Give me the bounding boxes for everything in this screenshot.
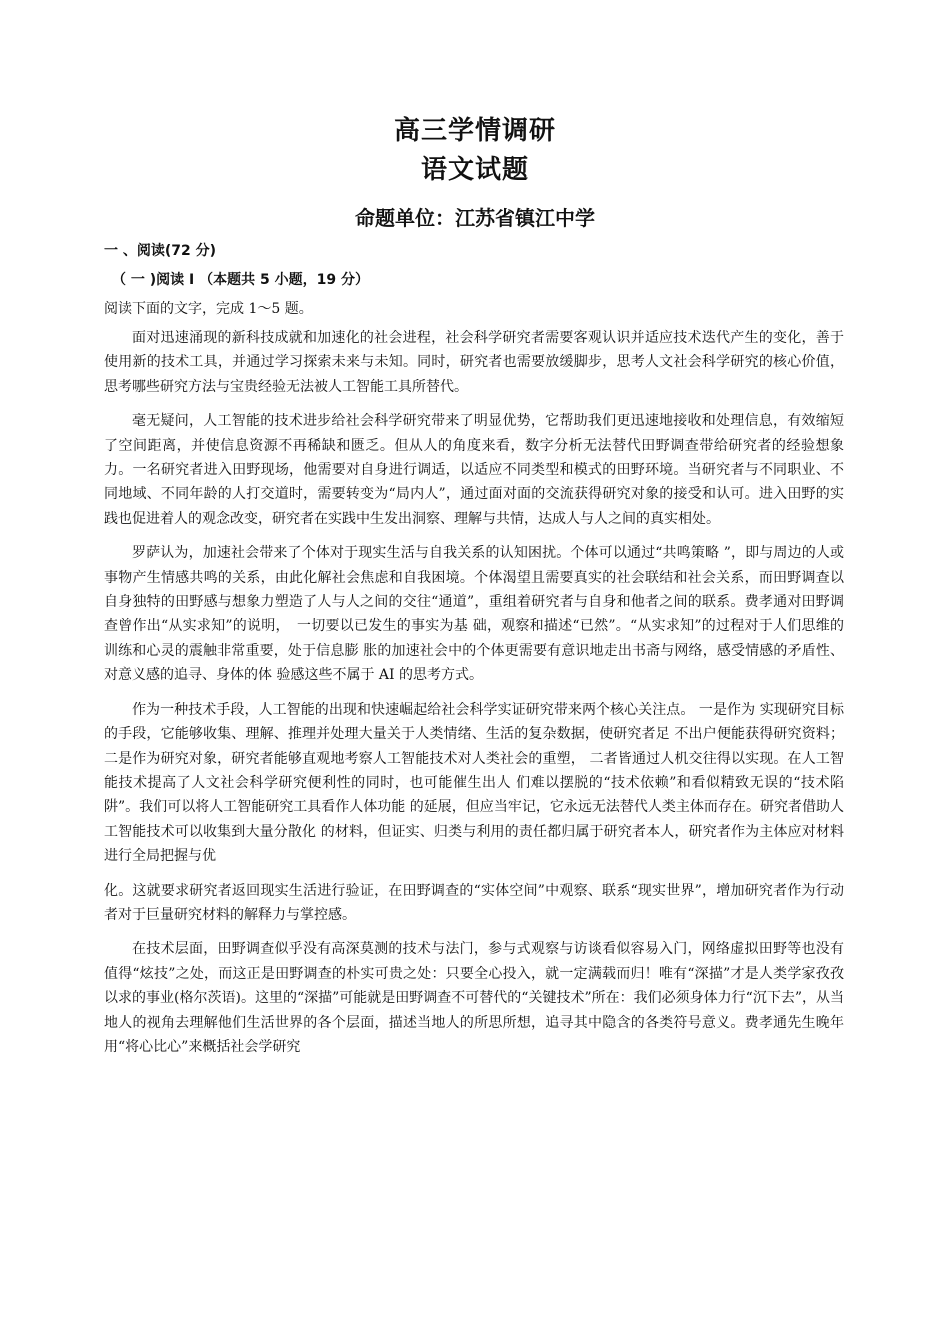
passage-paragraph: 罗萨认为，加速社会带来了个体对于现实生活与自我关系的认知困扰。个体可以通过“共鸣策略 ”，即与周边的人或事物产生情感共鸣的关系，由此化解社会焦虑和自我困境。个体渴望且需要真实的社会联结和社会关系，而田野调查以自身独特的田野感与想象力塑造了人与人之间的交往“通道”，重组着研究者与自身和他者之间的联系。费孝通对田野调查曾作出“从实求知”的说明， 一切要以已发生的事实为基 础，观察和描述“已然”。“从实求知”的过程对于人们思维的训练和心灵的震触非常重要，处于信息膨 胀的加速社会中的个体更需要有意识地走出书斋与网络，感受情感的矛盾性、对意义感的追寻、身体的体 验感这些不属于 AI 的思考方式。 <box>104 545 844 684</box>
organizer-line: 命题单位：江苏省镇江中学 <box>355 206 595 230</box>
passage-paragraph: 面对迅速涌现的新科技成就和加速化的社会进程，社会科学研究者需要客观认识并适应技术迭代产生的变化，善于使用新的技术工具，并通过学习探索未来与未知。同时，研究者也需要放缓脚步，思考人文社会科学研究的核心价值，思考哪些研究方法与宝贵经验无法被人工智能工具所替代。 <box>104 330 844 395</box>
passage-paragraph: 作为一种技术手段，人工智能的出现和快速崛起给社会科学实证研究带来两个核心关注点。 一是作为 实现研究目标的手段，它能够收集、理解、推理并处理大量关于人类情绪、生活的复杂数据，使研究者足 不出户便能获得研究资料；二是作为研究对象，研究者能够直观地考察人工智能技术对人类社会的重塑， 二者皆通过人机交往得以实现。在人工智能技术提高了人文社会科学研究便利性的同时，也可能催生出人 们难以摆脱的“技术依赖”和看似精致无误的“技术陷阱”。我们可以将人工智能研究工具看作人体功能 的延展，但应当牢记，它永远无法替代人类主体而存在。研究者借助人工智能技术可以收集到大量分散化 的材料，但证实、归类与利用的责任都归属于研究者本人，研究者作为主体应对材料进行全局把握与优 <box>104 701 844 865</box>
subsection-heading: （ 一 )阅读 I （本题共 5 小题，19 分） <box>112 272 369 288</box>
exam-title: 高三学情调研 <box>393 116 556 146</box>
passage-paragraph-continuation: 化。这就要求研究者返回现实生活进行验证，在田野调查的“实体空间”中观察、联系“现实世界”，增加研究者作为行动者对于巨量研究材料的解释力与掌控感。 <box>104 882 844 923</box>
passage-paragraph: 在技术层面，田野调查似乎没有高深莫测的技术与法门，参与式观察与访谈看似容易入门，网络虚拟田野等也没有值得“炫技”之处，而这正是田野调查的朴实可贵之处：只要全心投入，就一定满载而归！唯有“深描”才是人类学家孜孜以求的事业(格尔茨语)。这里的“深描”可能就是田野调查不可替代的“关键技术”所在：我们必须身体力行“沉下去”，从当地人的视角去理解他们生活世界的各个层面，描述当地人的所思所想，追寻其中隐含的各类符号意义。费孝通先生晚年用“将心比心”来概括社会学研究 <box>104 941 844 1055</box>
passage-paragraph: 毫无疑问，人工智能的技术进步给社会科学研究带来了明显优势，它帮助我们更迅速地接收和处理信息，有效缩短了空间距离，并使信息资源不再稀缺和匮乏。但从人的角度来看，数字分析无法替代田野调查带给研究者的经验想象力。一名研究者进入田野现场，他需要对自身进行调适，以适应不同类型和模式的田野环境。当研究者与不同职业、不同地域、不同年龄的人打交道时，需要转变为“局内人”，通过面对面的交流获得研究对象的接受和认可。进入田野的实践也促进着人的观念改变，研究者在实践中生发出洞察、理解与共情，达成人与人之间的真实相处。 <box>104 413 844 527</box>
exam-subject-title: 语文试题 <box>420 155 529 185</box>
reading-passage <box>104 326 844 1069</box>
reading-instruction: 阅读下面的文字，完成 1～5 题。 <box>104 301 313 317</box>
section-heading: 一 、阅读(72 分) <box>104 243 217 259</box>
